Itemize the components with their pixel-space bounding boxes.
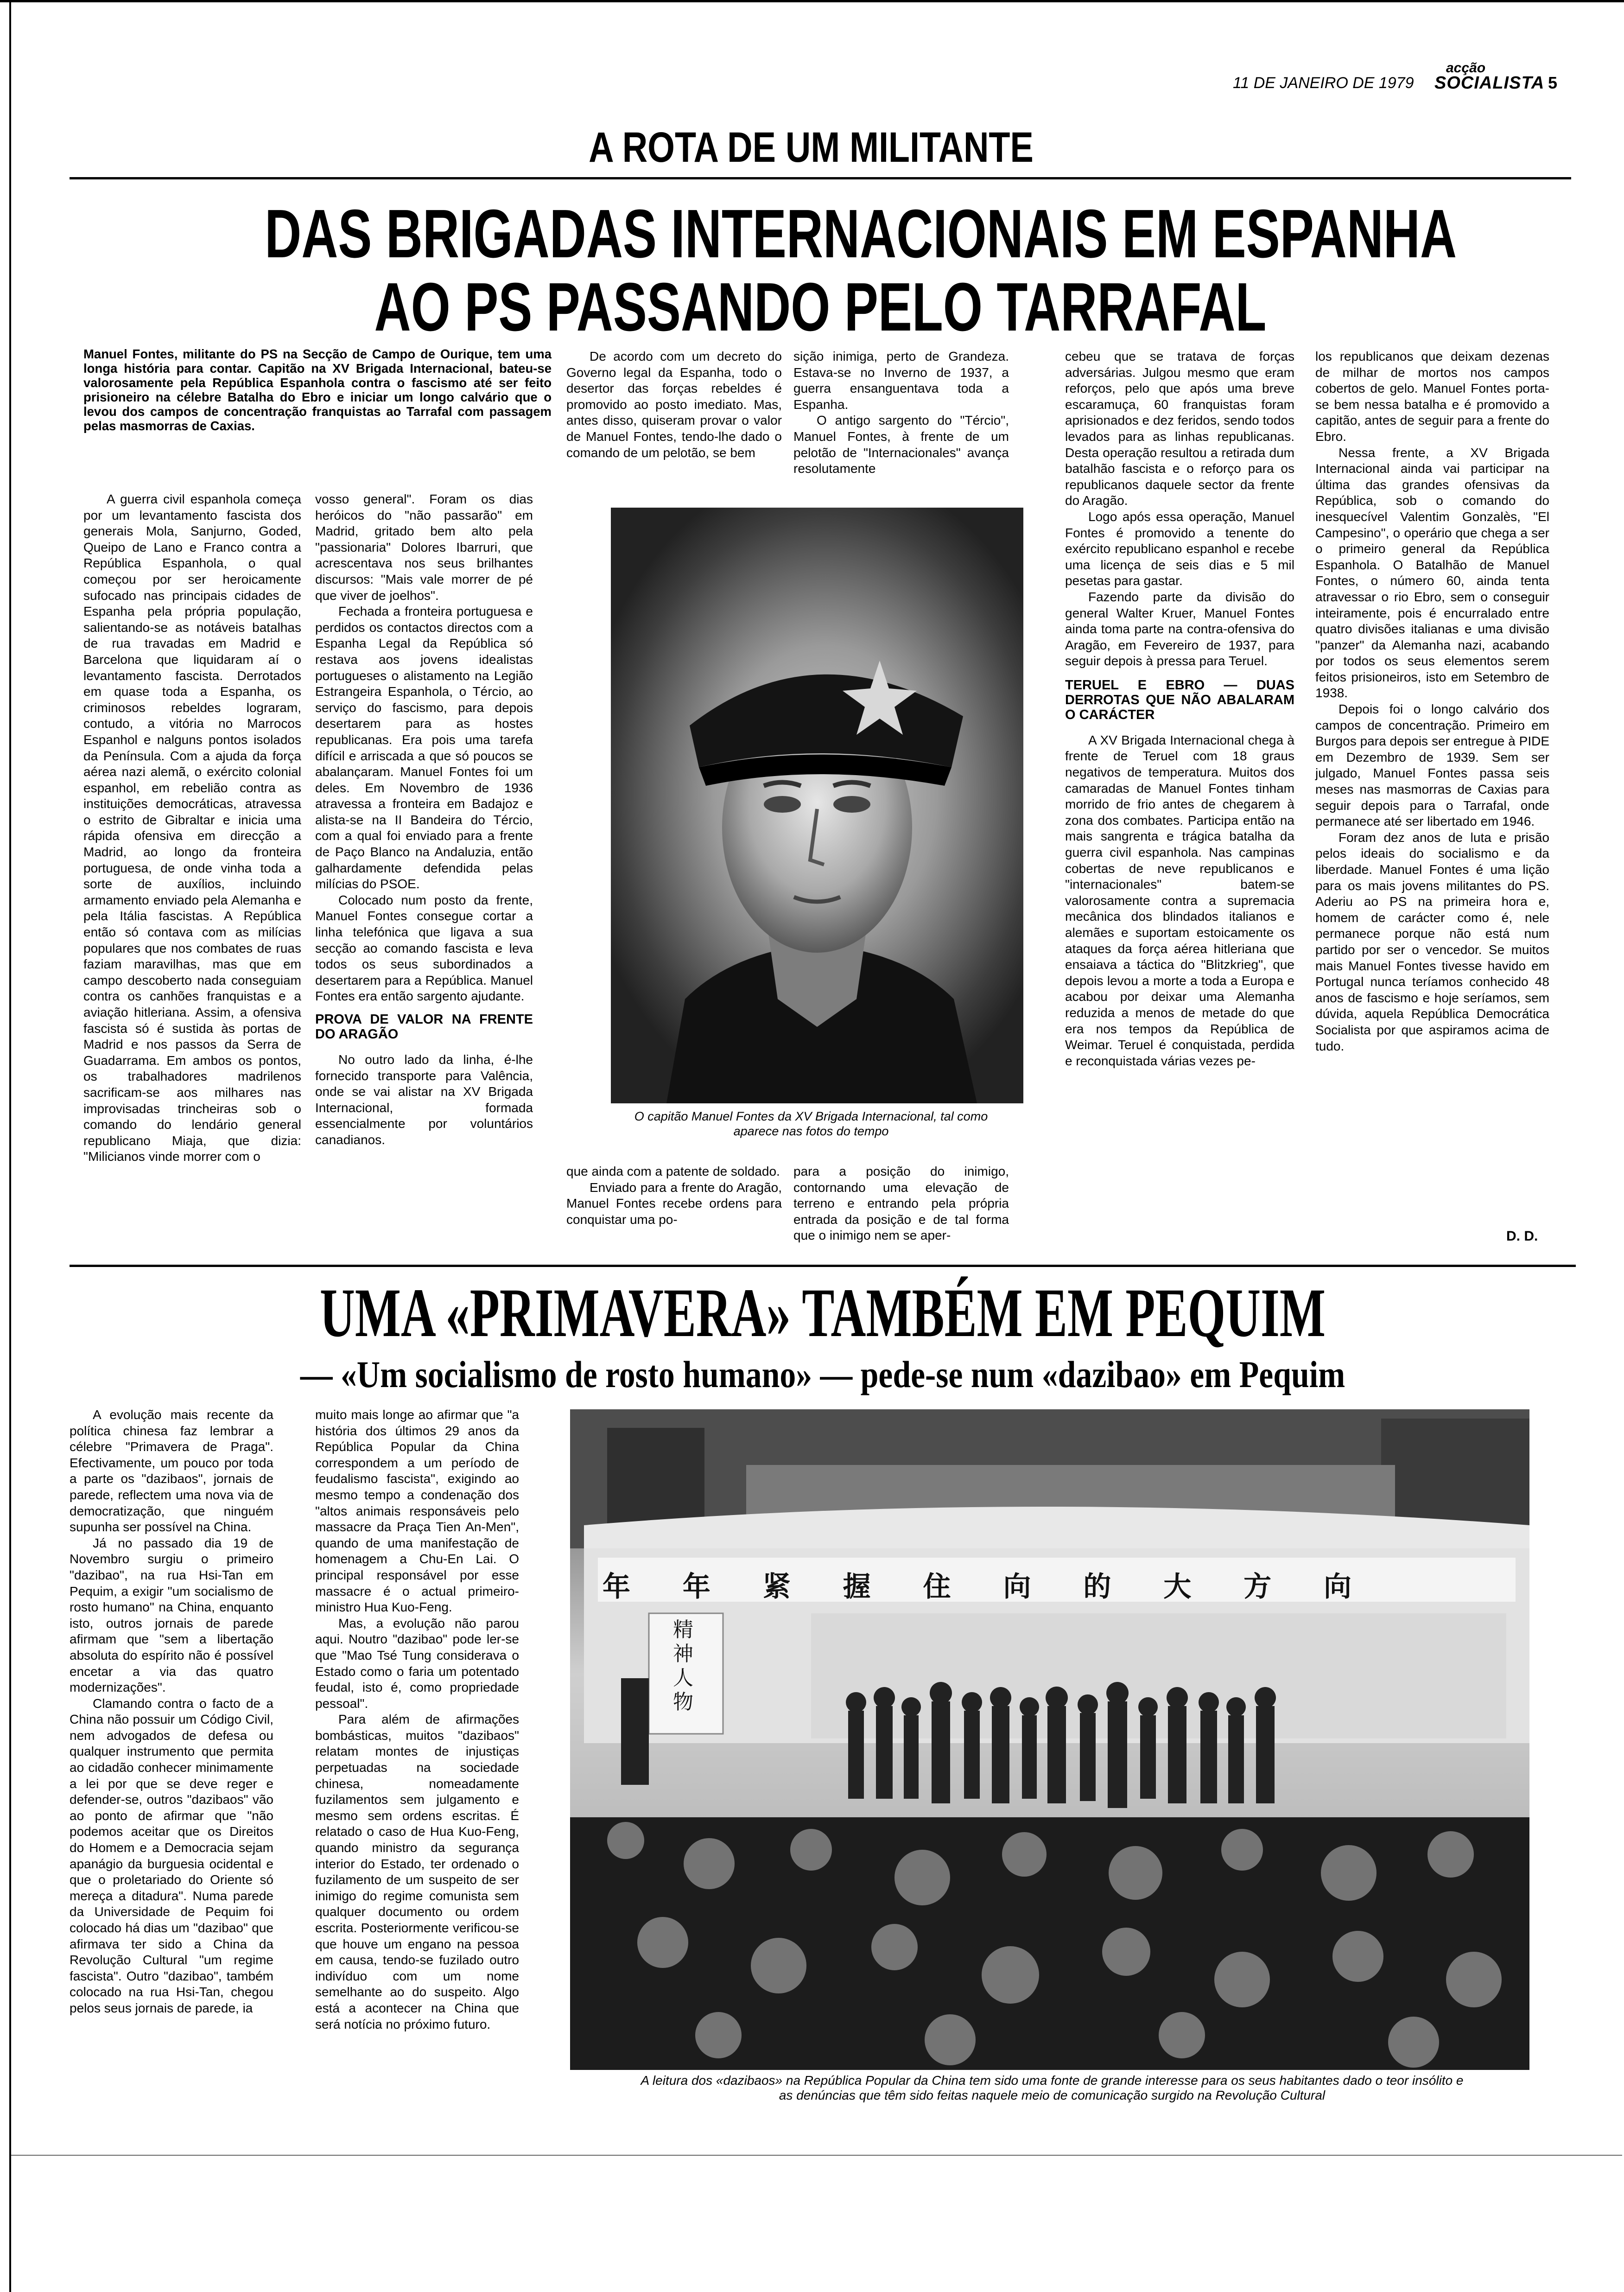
article2-paragraph: muito mais longe ao afirmar que "a história dos últimos 29 anos da República Popular da China correspondem a um período de feudalismo fascista", exigindo ao mesmo tempo a condenação dos "altos animais responsáveis pelo massacre da Praça Tien An-Men", quando de uma manifestação de homenagem a Chu-En Lai. O principal responsável por esse massacre é o actual primeiro-ministro Hua Kuo-Feng. <box>315 1407 519 1615</box>
article1-paragraph: vosso general". Foram os dias heróicos do "não passarão" em Madrid, gritado bem alto pela "passionaria" Dolores Ibarruri, que acrescentava nos seus brilhantes discursos: "Mais vale morrer de pé que viver de joelhos". <box>315 492 533 603</box>
article1-paragraph: Nessa frente, a XV Brigada Internacional ainda vai participar na última das grandes ofensivas da República, sob o comando do inesquecível Valentim Gonzalès, "El Campesino", o operário que chega a ser o primeiro general da República Espanhola. O Batalhão de Manuel Fontes, o número 60, ainda tenta atravessar o rio Ebro, sem o conseguir inteiramente, pois é encurralado entre quatro divisões italianas e uma divisão "panzer" da Alemanha nazi, acabando por todos os seus elementos serem feitos prisioneiros, isto em Setembro de 1938. <box>1315 445 1549 700</box>
article1-headline-line1: DAS BRIGADAS INTERNACIONAIS EM ESPANHA <box>265 196 1457 272</box>
left-border-rule <box>9 0 11 2292</box>
lead-paragraph: Manuel Fontes, militante do PS na Secção de Campo de Ourique, tem uma longa história para contar. Capitão na XV Brigada Internacional, bateu-se valorosamente pela República Espanhola contra o fascismo até ser feito prisioneiro na célebre Batalha do Ebro e iniciar um longo calvário que o levou dos campos de concentração franquistas ao Tarrafal com passagem pelas masmorras de Caxias. <box>83 347 552 433</box>
article1-paragraph: A XV Brigada Internacional chega à frente de Teruel com 18 graus negativos de temperatura. Muitos dos camaradas de Manuel Fontes tinham morrido de frio antes de chegarem à zona dos combates. Participa então na mais sangrenta e trágica batalha da guerra civil espanhola. Nas campinas cobertas de neve republicanos e "internacionales" batem-se valorosamente contra a supremacia mecânica dos blindados italianos e alemães e suportam estoicamente os ataques da força aérea hitleriana que ensaiava a táctica do "Blitzkrieg", que depois levou a morte a toda a Europa e acabou por deixar uma Alemanha reduzida a menos de metade do que era nos tempos da República de Weimar. Teruel é conquistada, perdida e reconquistada várias vezes pe- <box>1065 732 1294 1068</box>
article1-column-2 <box>315 491 533 1148</box>
bottom-rule <box>9 2155 1622 2156</box>
paper-name-logo: SOCIALISTA <box>1434 73 1545 93</box>
portrait-caption-line-1: O capitão Manuel Fontes da XV Brigada Internacional, tal como <box>634 1109 988 1123</box>
page-number: 5 <box>1548 73 1558 92</box>
article1-column-3-bottom <box>566 1164 782 1228</box>
portrait-caption-line-2: aparece nas fotos do tempo <box>733 1124 889 1138</box>
portrait-photo-manuel-fontes <box>611 508 1023 1103</box>
dazibao-caption-line-1: A leitura dos «dazibaos» na República Popular da China tem sido uma fonte de grande interesse para os seus habitantes dado o teor insólito e <box>641 2073 1464 2088</box>
subheading-teruel-ebro: TERUEL E EBRO — DUAS DERROTAS QUE NÃO ABALARAM O CARÁCTER <box>1065 677 1294 722</box>
portrait-illustration <box>611 508 1023 1103</box>
article1-paragraph: sição inimiga, perto de Grandeza. Estava-se no Inverno de 1937, a guerra ensanguentava toda a Espanha. <box>793 349 1009 412</box>
article1-paragraph: A guerra civil espanhola começa por um levantamento fascista dos generais Mola, Sanjurno, Goded, Queipo de Lano e Franco contra a República Espanhola, o qual começou por ser heroicamente sufocado nas principais cidades de Espanha pela própria população, salientando-se as notáveis batalhas de rua travadas em Madrid e Barcelona que liquidaram aí o levantamento fascista. Derrotados em quase toda a Espanha, os criminosos rebeldes lograram, contudo, a vitória no Marrocos Espanhol e nalguns pontos isolados da Península. Com a ajuda da força aérea nazi alemã, o exército colonial espanhol, em rebelião contra as instituições democráticas, atravessa o estrito de Gibraltar e inicia uma rápida ofensiva em direcção a Madrid, ao longo da fronteira portuguesa, de onde vinha toda a sorte de auxílios, incluindo armamento enviado pela Alemanha e pela Itália fascistas. A República então só contava com as milícias populares que nos combates de ruas faziam maravilhas, mas que em campo descoberto nada conseguiam contra os canhões franquistas e a aviação hitleriana. Assim, a ofensiva fascista só é sustida às portas de Madrid e nos passos da Serra de Guadarrama. Em ambos os pontos, os trabalhadores madrilenos sacrificam-se aos milhares nas improvisadas trincheiras sob o comando do lendário general republicano Miaja, que dizia: "Milicianos vinde morrer com o <box>83 492 301 1164</box>
dazibao-caption-line-2: as denúncias que têm sido feitas naquele meio de comunicação surgido na Revolução Cultural <box>779 2088 1326 2102</box>
article2-paragraph: Para além de afirmações bombásticas, muitos "dazibaos" relatam montes de injustiças perpetuadas na sociedade chinesa, nomeadamente fuzilamentos sem julgamento e mesmo sem ordens escritas. É relatado o caso de Hua Kuo-Feng, quando ministro da segurança interior do Estado, ter ordenado o fuzilamento de um suspeito de ser inimigo do regime comunista sem qualquer documento ou ordem escrita. Posteriormente verificou-se que houve um engano na pessoa em causa, tendo-se fuzilado outro indivíduo com um nome semelhante ao do suspeito. Algo está a acontecer na China que será notícia no próximo futuro. <box>315 1712 519 2031</box>
article1-paragraph: cebeu que se tratava de forças adversárias. Julgou mesmo que eram reforços, pelo que após uma breve escaramuça, 60 franquistas foram aprisionados e dez feridos, sendo todos levados para as linhas republicanas. Desta operação resultou a retirada dum batalhão fascista e o reforço para os republicanos daquele sector da frente do Aragão. <box>1065 349 1294 508</box>
article1-headline-line2: AO PS PASSANDO PELO TARRAFAL <box>374 269 1267 345</box>
article1-paragraph: Logo após essa operação, Manuel Fontes é promovido a tenente do exército republicano espanhol e recebe uma licença de seis dias e 5 mil pesetas para gastar. <box>1065 509 1294 588</box>
article1-paragraph: No outro lado da linha, é-lhe fornecido transporte para Valência, onde se vai alistar na XV Brigada Internacional, formada essencialmente por voluntários canadianos. <box>315 1052 533 1147</box>
article2-paragraph: Mas, a evolução não parou aqui. Noutro "dazibao" pode ler-se que "Mao Tsé Tung considerava o Estado como o faria um potentado feudal, isto é, como propriedade pessoal". <box>315 1616 519 1711</box>
article2-subheadline: — «Um socialismo de rosto humano» — pede-se num «dazibao» em Pequim <box>300 1353 1345 1395</box>
article1-paragraph: los republicanos que deixam dezenas de milhar de mortos nos campos cobertos de gelo. Manuel Fontes porta-se bem nessa batalha e é promovido a capitão, antes de seguir para a frente do Ebro. <box>1315 349 1549 444</box>
article1-lead <box>83 347 552 433</box>
top-border-rule <box>0 0 1624 2</box>
article2-paragraph: Clamando contra o facto de a China não possuir um Código Civil, nem advogados de defesa ou qualquer instrumento que permita ao cidadão conhecer minimamente a lei por que se deve reger e defender-se, outros "dazibaos" vão ao ponto de afirmar que "não podemos aceitar que os Direitos do Homem e a Democracia sejam apanágio da burguesia ocidental e que o proletariado do Oriente só mereça a ditadura". Numa parede da Universidade de Pequim foi colocado há dias um "dazibao" que afirmava ter sido a China da Revolução Cultural "um regime fascista". Outro "dazibao", também colocado na rua Hsi-Tan, chegou pelos seus jornais de parede, ia <box>70 1696 273 2015</box>
article1-column-1 <box>83 491 301 1165</box>
article1-paragraph: Fazendo parte da divisão do general Walter Kruer, Manuel Fontes ainda toma parte na contra-ofensiva do Aragão, em Fevereiro de 1937, para seguir depois à pressa para Teruel. <box>1065 589 1294 668</box>
paper-name-top: acção <box>1446 60 1486 76</box>
article2-paragraph: A evolução mais recente da política chinesa faz lembrar a célebre "Primavera de Praga". Efectivamente, um pouco por toda a parte os "dazibaos", jornais de parede, reflectem uma nova via de democratização, que ninguém supunha ser possível na China. <box>70 1407 273 1534</box>
article-divider <box>70 1265 1576 1267</box>
article1-column-4-top <box>793 349 1009 477</box>
dazibao-banner-text: 年 年 紧 握 住 向 的 大 方 向 <box>603 1571 1373 1603</box>
article1-paragraph: que ainda com a patente de soldado. <box>566 1164 780 1178</box>
subheading-aragao: PROVA DE VALOR NA FRENTE DO ARAGÃO <box>315 1012 533 1042</box>
article1-column-3-top <box>566 349 782 461</box>
article1-kicker: A ROTA DE UM MILITANTE <box>589 124 1034 171</box>
article1-column-5 <box>1065 349 1294 1069</box>
article1-paragraph: Enviado para a frente do Aragão, Manuel Fontes recebe ordens para conquistar uma po- <box>566 1180 782 1227</box>
portrait-caption <box>556 1109 1066 1139</box>
article1-paragraph: Foram dez anos de luta e prisão pelos ideais do socialismo e da liberdade. Manuel Fontes é uma lição para os mais jovens militantes do PS. Aderiu ao PS na primeira hora e, homem de carácter como é, nele permanece porque não está num partido por ser o vencedor. Se muitos mais Manuel Fontes tivesse havido em Portugal nunca teríamos conhecido 48 anos de fascismo e hoje seríamos, sem dúvida, aquela República Democrática Socialista por que aspiramos acima de tudo. <box>1315 830 1549 1053</box>
article1-column-6 <box>1315 349 1549 1054</box>
article1-paragraph: para a posição do inimigo, contornando uma elevação de terreno e entrando pela própria entrada da posição e de tal forma que o inimigo nem se aper- <box>793 1164 1009 1243</box>
article2-column-2 <box>315 1407 519 2032</box>
dazibao-illustration <box>570 1409 1529 2070</box>
article1-paragraph: De acordo com um decreto do Governo legal da Espanha, todo o desertor das forças rebeldes é promovido ao posto imediato. Mas, antes disso, quiseram provar o valor de Manuel Fontes, tendo-lhe dado o comando de um pelotão, se bem <box>566 349 782 460</box>
article1-signature: D. D. <box>1506 1229 1538 1244</box>
kicker-underline <box>70 177 1571 179</box>
dazibao-crowd-photo <box>570 1409 1529 2070</box>
article1-paragraph: Depois foi o longo calvário dos campos de concentração. Primeiro em Burgos para depois ser entregue à PIDE em Dezembro de 1939. Sem ser julgado, Manuel Fontes passa seis meses nas masmorras de Caxias para seguir depois para o Tarrafal, onde permanece até ser libertado em 1946. <box>1315 702 1549 829</box>
issue-date: 11 DE JANEIRO DE 1979 <box>1233 74 1414 92</box>
dazibao-poster-text: 精神人物 <box>673 1618 693 1714</box>
article1-column-4-bottom <box>793 1164 1009 1244</box>
article1-paragraph: Colocado num posto da frente, Manuel Fontes consegue cortar a linha telefónica que ligava a sua secção ao comando fascista e leva todos os seus subordinados a desertarem para a República. Manuel Fontes era então sargento ajudante. <box>315 892 533 1004</box>
article2-paragraph: Já no passado dia 19 de Novembro surgiu o primeiro "dazibao", na rua Hsi-Tan em Pequim, a exigir "um socialismo de rosto humano" na China, enquanto isto, outros jornais de parede afirmam que "sem a libertação absoluta do espírito não é possível encetar a via das quatro modernizações". <box>70 1535 273 1695</box>
article1-paragraph: O antigo sargento do "Tércio", Manuel Fontes, à frente de um pelotão de "Internacionales" avança resolutamente <box>793 413 1009 476</box>
article2-column-1 <box>70 1407 273 2017</box>
masthead <box>1205 60 1585 97</box>
article2-headline: UMA «PRIMAVERA» TAMBÉM EM PEQUIM <box>320 1274 1326 1351</box>
article1-paragraph: Fechada a fronteira portuguesa e perdidos os contactos directos com a Espanha Legal da República só restava aos jovens idealistas portugueses o alistamento na Legião Estrangeira Espanhola, o Tércio, ao serviço do fascismo, para depois desertarem para as hostes republicanas. Era pois uma tarefa difícil e arriscada a que só poucos se abalançaram. Manuel Fontes foi um deles. Em Novembro de 1936 atravessa a fronteira em Badajoz e alista-se na II Bandeira do Tércio, com a qual foi enviado para a frente de Paço Blanco na Andaluzia, então galhardamente defendida pelas milícias do PSOE. <box>315 604 533 891</box>
dazibao-caption <box>561 2073 1543 2103</box>
